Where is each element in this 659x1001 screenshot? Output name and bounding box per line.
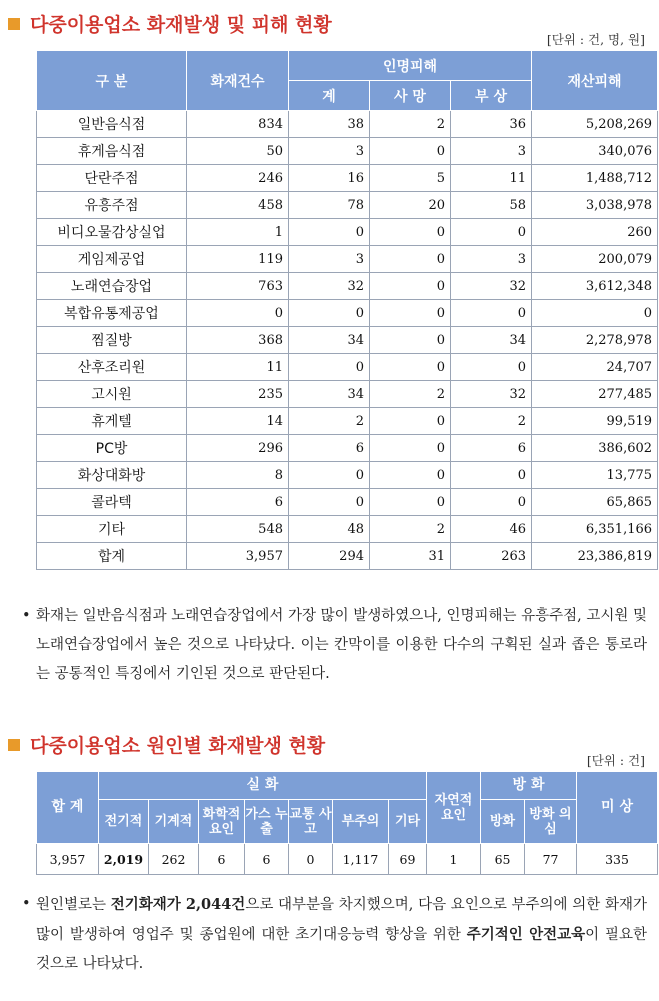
header-gas-leak: 가스 누출 bbox=[245, 800, 289, 844]
value-natural: 1 bbox=[427, 844, 481, 875]
row-casualty-total: 34 bbox=[289, 327, 370, 354]
row-deaths: 0 bbox=[370, 300, 451, 327]
table-row bbox=[37, 273, 658, 300]
header-arson: 방 화 bbox=[481, 772, 577, 800]
row-injuries: 263 bbox=[451, 543, 532, 570]
row-property: 5,208,269 bbox=[532, 111, 658, 138]
row-deaths: 20 bbox=[370, 192, 451, 219]
row-deaths: 0 bbox=[370, 138, 451, 165]
section2-paragraph-text bbox=[22, 890, 647, 979]
row-property: 277,485 bbox=[532, 381, 658, 408]
table-row bbox=[37, 381, 658, 408]
row-name: 유흥주점 bbox=[37, 192, 187, 219]
row-fires: 834 bbox=[187, 111, 289, 138]
row-casualty-total: 3 bbox=[289, 246, 370, 273]
row-casualty-total: 48 bbox=[289, 516, 370, 543]
value-other: 69 bbox=[389, 844, 427, 875]
table-row bbox=[37, 408, 658, 435]
header-mechanical: 기계적 bbox=[149, 800, 199, 844]
fire-cause-table bbox=[36, 771, 658, 875]
row-injuries: 58 bbox=[451, 192, 532, 219]
row-property: 200,079 bbox=[532, 246, 658, 273]
table-row bbox=[37, 327, 658, 354]
row-property: 65,865 bbox=[532, 489, 658, 516]
table-row bbox=[37, 354, 658, 381]
row-name: 기타 bbox=[37, 516, 187, 543]
table-row bbox=[37, 516, 658, 543]
row-casualty-total: 0 bbox=[289, 300, 370, 327]
row-property: 24,707 bbox=[532, 354, 658, 381]
row-fires: 6 bbox=[187, 489, 289, 516]
row-name: 휴게텔 bbox=[37, 408, 187, 435]
row-casualty-total: 3 bbox=[289, 138, 370, 165]
row-property: 99,519 bbox=[532, 408, 658, 435]
table-row bbox=[37, 138, 658, 165]
row-deaths: 0 bbox=[370, 273, 451, 300]
row-name: 비디오물감상실업 bbox=[37, 219, 187, 246]
bullet-icon: • bbox=[22, 608, 31, 624]
table-row bbox=[37, 489, 658, 516]
row-deaths: 0 bbox=[370, 354, 451, 381]
header-chemical: 화학적 요인 bbox=[199, 800, 245, 844]
bullet-icon: • bbox=[22, 896, 31, 912]
row-name: 콜라텍 bbox=[37, 489, 187, 516]
row-name: 일반음식점 bbox=[37, 111, 187, 138]
row-injuries: 46 bbox=[451, 516, 532, 543]
table-row bbox=[37, 543, 658, 570]
row-fires: 548 bbox=[187, 516, 289, 543]
row-casualty-total: 78 bbox=[289, 192, 370, 219]
row-fires: 3,957 bbox=[187, 543, 289, 570]
paragraph-part: 으로 대부분을 차지했으며, 다음 요인으로 부주의에 의한 화재가 많이 발생하여 영업주 및 종업원에 대한 초기대응능력 향상을 위한 bbox=[36, 897, 647, 943]
value-traffic: 0 bbox=[289, 844, 333, 875]
section2-paragraph bbox=[22, 890, 647, 979]
row-property: 13,775 bbox=[532, 462, 658, 489]
header-carelessness: 부주의 bbox=[333, 800, 389, 844]
table-row bbox=[37, 435, 658, 462]
section2-unit: [단위 : 건] bbox=[586, 753, 645, 768]
header-unknown: 미 상 bbox=[577, 772, 658, 844]
paragraph-part: 원인별로는 bbox=[36, 897, 111, 913]
square-bullet-icon bbox=[8, 18, 20, 30]
table-row bbox=[37, 246, 658, 273]
row-name: 화상대화방 bbox=[37, 462, 187, 489]
row-fires: 296 bbox=[187, 435, 289, 462]
value-mechanical: 262 bbox=[149, 844, 199, 875]
row-name: 노래연습장업 bbox=[37, 273, 187, 300]
row-injuries: 11 bbox=[451, 165, 532, 192]
row-fires: 8 bbox=[187, 462, 289, 489]
row-fires: 14 bbox=[187, 408, 289, 435]
row-fires: 1 bbox=[187, 219, 289, 246]
row-deaths: 0 bbox=[370, 327, 451, 354]
row-casualty-total: 0 bbox=[289, 354, 370, 381]
row-property: 2,278,978 bbox=[532, 327, 658, 354]
row-fires: 458 bbox=[187, 192, 289, 219]
row-injuries: 0 bbox=[451, 300, 532, 327]
row-injuries: 6 bbox=[451, 435, 532, 462]
row-injuries: 0 bbox=[451, 354, 532, 381]
value-arson-suspected: 77 bbox=[525, 844, 577, 875]
header-deaths: 사 망 bbox=[370, 81, 451, 111]
section1-paragraph bbox=[22, 602, 647, 689]
value-total: 3,957 bbox=[37, 844, 99, 875]
row-casualty-total: 32 bbox=[289, 273, 370, 300]
row-casualty-total: 2 bbox=[289, 408, 370, 435]
row-injuries: 0 bbox=[451, 462, 532, 489]
row-property: 1,488,712 bbox=[532, 165, 658, 192]
row-deaths: 0 bbox=[370, 219, 451, 246]
row-fires: 0 bbox=[187, 300, 289, 327]
row-name: 복합유통제공업 bbox=[37, 300, 187, 327]
table-row bbox=[37, 219, 658, 246]
section2-title bbox=[8, 731, 325, 758]
header-casualties: 인명피해 bbox=[289, 51, 532, 81]
row-injuries: 0 bbox=[451, 219, 532, 246]
header-electrical: 전기적 bbox=[99, 800, 149, 844]
row-fires: 235 bbox=[187, 381, 289, 408]
row-injuries: 36 bbox=[451, 111, 532, 138]
value-arson-plain: 65 bbox=[481, 844, 525, 875]
row-casualty-total: 0 bbox=[289, 219, 370, 246]
header-traffic: 교통 사고 bbox=[289, 800, 333, 844]
row-name: 게임제공업 bbox=[37, 246, 187, 273]
row-fires: 763 bbox=[187, 273, 289, 300]
value-carelessness: 1,117 bbox=[333, 844, 389, 875]
row-fires: 246 bbox=[187, 165, 289, 192]
table-row bbox=[37, 165, 658, 192]
row-injuries: 2 bbox=[451, 408, 532, 435]
row-injuries: 34 bbox=[451, 327, 532, 354]
row-name: 합계 bbox=[37, 543, 187, 570]
row-name: 산후조리원 bbox=[37, 354, 187, 381]
row-property: 0 bbox=[532, 300, 658, 327]
row-injuries: 0 bbox=[451, 489, 532, 516]
row-fires: 368 bbox=[187, 327, 289, 354]
row-fires: 50 bbox=[187, 138, 289, 165]
header-arson-suspected: 방화 의심 bbox=[525, 800, 577, 844]
row-property: 386,602 bbox=[532, 435, 658, 462]
header-cause-total: 합 계 bbox=[37, 772, 99, 844]
row-name: PC방 bbox=[37, 435, 187, 462]
row-property: 260 bbox=[532, 219, 658, 246]
header-natural: 자연적 요인 bbox=[427, 772, 481, 844]
row-name: 찜질방 bbox=[37, 327, 187, 354]
row-injuries: 3 bbox=[451, 138, 532, 165]
header-accidental: 실 화 bbox=[99, 772, 427, 800]
row-casualty-total: 294 bbox=[289, 543, 370, 570]
fire-damage-table bbox=[36, 50, 658, 570]
header-arson-plain: 방화 bbox=[481, 800, 525, 844]
header-fire-count: 화재건수 bbox=[187, 51, 289, 111]
header-injuries: 부 상 bbox=[451, 81, 532, 111]
row-casualty-total: 16 bbox=[289, 165, 370, 192]
row-deaths: 0 bbox=[370, 246, 451, 273]
square-bullet-icon bbox=[8, 739, 20, 751]
row-property: 23,386,819 bbox=[532, 543, 658, 570]
header-other: 기타 bbox=[389, 800, 427, 844]
header-property: 재산피해 bbox=[532, 51, 658, 111]
row-casualty-total: 6 bbox=[289, 435, 370, 462]
section2-title-text: 다중이용업소 원인별 화재발생 현황 bbox=[30, 735, 326, 757]
value-unknown: 335 bbox=[577, 844, 658, 875]
table-row bbox=[37, 192, 658, 219]
row-deaths: 0 bbox=[370, 435, 451, 462]
row-deaths: 0 bbox=[370, 462, 451, 489]
row-casualty-total: 0 bbox=[289, 462, 370, 489]
row-fires: 119 bbox=[187, 246, 289, 273]
row-property: 6,351,166 bbox=[532, 516, 658, 543]
row-casualty-total: 34 bbox=[289, 381, 370, 408]
table-row bbox=[37, 300, 658, 327]
row-property: 3,038,978 bbox=[532, 192, 658, 219]
value-chemical: 6 bbox=[199, 844, 245, 875]
row-deaths: 0 bbox=[370, 408, 451, 435]
row-injuries: 3 bbox=[451, 246, 532, 273]
row-name: 휴게음식점 bbox=[37, 138, 187, 165]
value-gas-leak: 6 bbox=[245, 844, 289, 875]
paragraph-part: 이 필요한 것으로 나타났다. bbox=[36, 927, 647, 972]
header-category: 구 분 bbox=[37, 51, 187, 111]
section1-paragraph-text: 화재는 일반음식점과 노래연습장업에서 가장 많이 발생하였으나, 인명피해는 유흥주점, 고시원 및 노래연습장업에서 높은 것으로 나타났다. 이는 칸막이를 이용한 다수의 구획된 실과 좁은 통로라는 공통적인 특징에서 기인된 것으로 판단된다. bbox=[36, 608, 647, 682]
row-fires: 11 bbox=[187, 354, 289, 381]
table-row bbox=[37, 111, 658, 138]
row-name: 고시원 bbox=[37, 381, 187, 408]
row-casualty-total: 38 bbox=[289, 111, 370, 138]
row-deaths: 2 bbox=[370, 381, 451, 408]
row-deaths: 2 bbox=[370, 516, 451, 543]
row-deaths: 5 bbox=[370, 165, 451, 192]
row-deaths: 2 bbox=[370, 111, 451, 138]
header-total: 계 bbox=[289, 81, 370, 111]
row-property: 3,612,348 bbox=[532, 273, 658, 300]
row-deaths: 31 bbox=[370, 543, 451, 570]
row-property: 340,076 bbox=[532, 138, 658, 165]
paragraph-bold: 전기화재가 2,044건 bbox=[110, 896, 246, 913]
row-deaths: 0 bbox=[370, 489, 451, 516]
row-casualty-total: 0 bbox=[289, 489, 370, 516]
row-injuries: 32 bbox=[451, 273, 532, 300]
section1-title bbox=[8, 10, 332, 37]
row-injuries: 32 bbox=[451, 381, 532, 408]
section1-title-text: 다중이용업소 화재발생 및 피해 현황 bbox=[30, 14, 332, 36]
table-row bbox=[37, 462, 658, 489]
section1-unit: [단위 : 건, 명, 원] bbox=[546, 32, 645, 47]
row-name: 단란주점 bbox=[37, 165, 187, 192]
paragraph-bold: 주기적인 안전교육 bbox=[466, 926, 586, 943]
value-electrical: 2,019 bbox=[99, 844, 149, 875]
